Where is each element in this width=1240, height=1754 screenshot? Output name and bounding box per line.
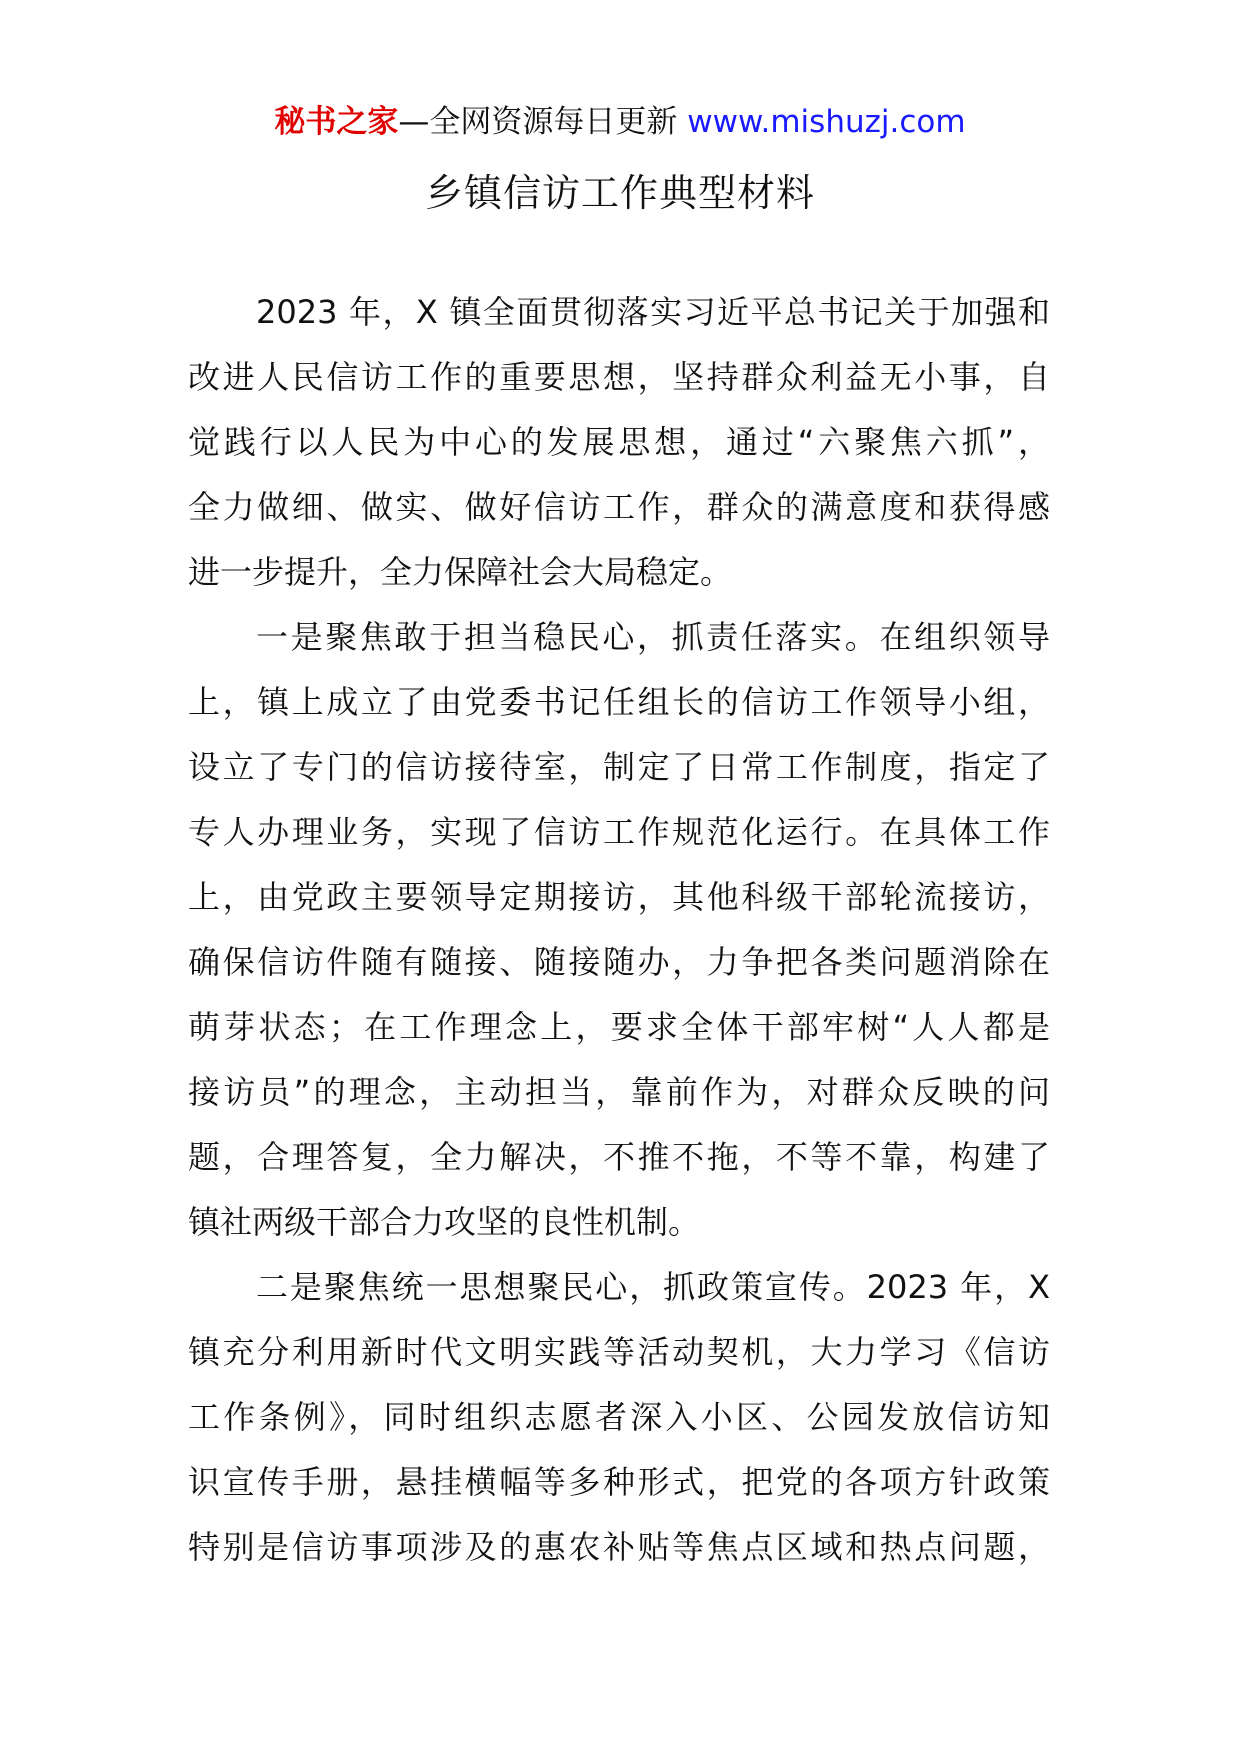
paragraph-line: 接访员”的理念，主动担当，靠前作为，对群众反映的问 [188, 1073, 1050, 1111]
brand-name: 秘书之家 [274, 104, 399, 140]
document-body [188, 290, 1050, 1590]
paragraph-line: 进一步提升，全力保障社会大局稳定。 [188, 553, 733, 591]
paragraph-line: 改进人民信访工作的重要思想，坚持群众利益无小事，自 [188, 358, 1050, 396]
paragraph-line: 题，合理答复，全力解决，不推不拖，不等不靠，构建了 [188, 1138, 1050, 1176]
paragraph-line: 专人办理业务，实现了信访工作规范化运行。在具体工作 [188, 813, 1050, 851]
paragraph-line: 一是聚焦敢于担当稳民心，抓责任落实。在组织领导 [256, 618, 1050, 656]
paragraph-line: 工作条例》，同时组织志愿者深入小区、公园发放信访知 [188, 1398, 1050, 1436]
paragraph-line: 全力做细、做实、做好信访工作，群众的满意度和获得感 [188, 488, 1050, 526]
paragraph-line: 设立了专门的信访接待室，制定了日常工作制度，指定了 [188, 748, 1050, 786]
paragraph-line: 2023 年，X 镇全面贯彻落实习近平总书记关于加强和 [256, 293, 1050, 331]
paragraph-line: 上，由党政主要领导定期接访，其他科级干部轮流接访， [188, 878, 1050, 916]
paragraph-line: 确保信访件随有随接、随接随办，力争把各类问题消除在 [188, 943, 1050, 981]
paragraph-line: 镇社两级干部合力攻坚的良性机制。 [188, 1203, 701, 1241]
header-slogan: —全网资源每日更新 [398, 104, 678, 140]
paragraph-line: 镇充分利用新时代文明实践等活动契机，大力学习《信访 [188, 1333, 1050, 1371]
paragraph-line: 二是聚焦统一思想聚民心，抓政策宣传。2023 年，X [256, 1268, 1050, 1306]
paragraph-line: 识宣传手册，悬挂横幅等多种形式，把党的各项方针政策 [188, 1463, 1050, 1501]
paragraph-line: 特别是信访事项涉及的惠农补贴等焦点区域和热点问题， [188, 1528, 1050, 1566]
paragraph-line: 觉践行以人民为中心的发展思想，通过“六聚焦六抓”， [188, 423, 1050, 461]
site-header [0, 100, 1240, 144]
document-title: 乡镇信访工作典型材料 [424, 171, 815, 215]
site-url[interactable]: www.mishuzj.com [687, 104, 966, 140]
paragraph-line: 萌芽状态；在工作理念上，要求全体干部牢树“人人都是 [188, 1008, 1050, 1046]
paragraph-line: 上，镇上成立了由党委书记任组长的信访工作领导小组， [188, 683, 1050, 721]
